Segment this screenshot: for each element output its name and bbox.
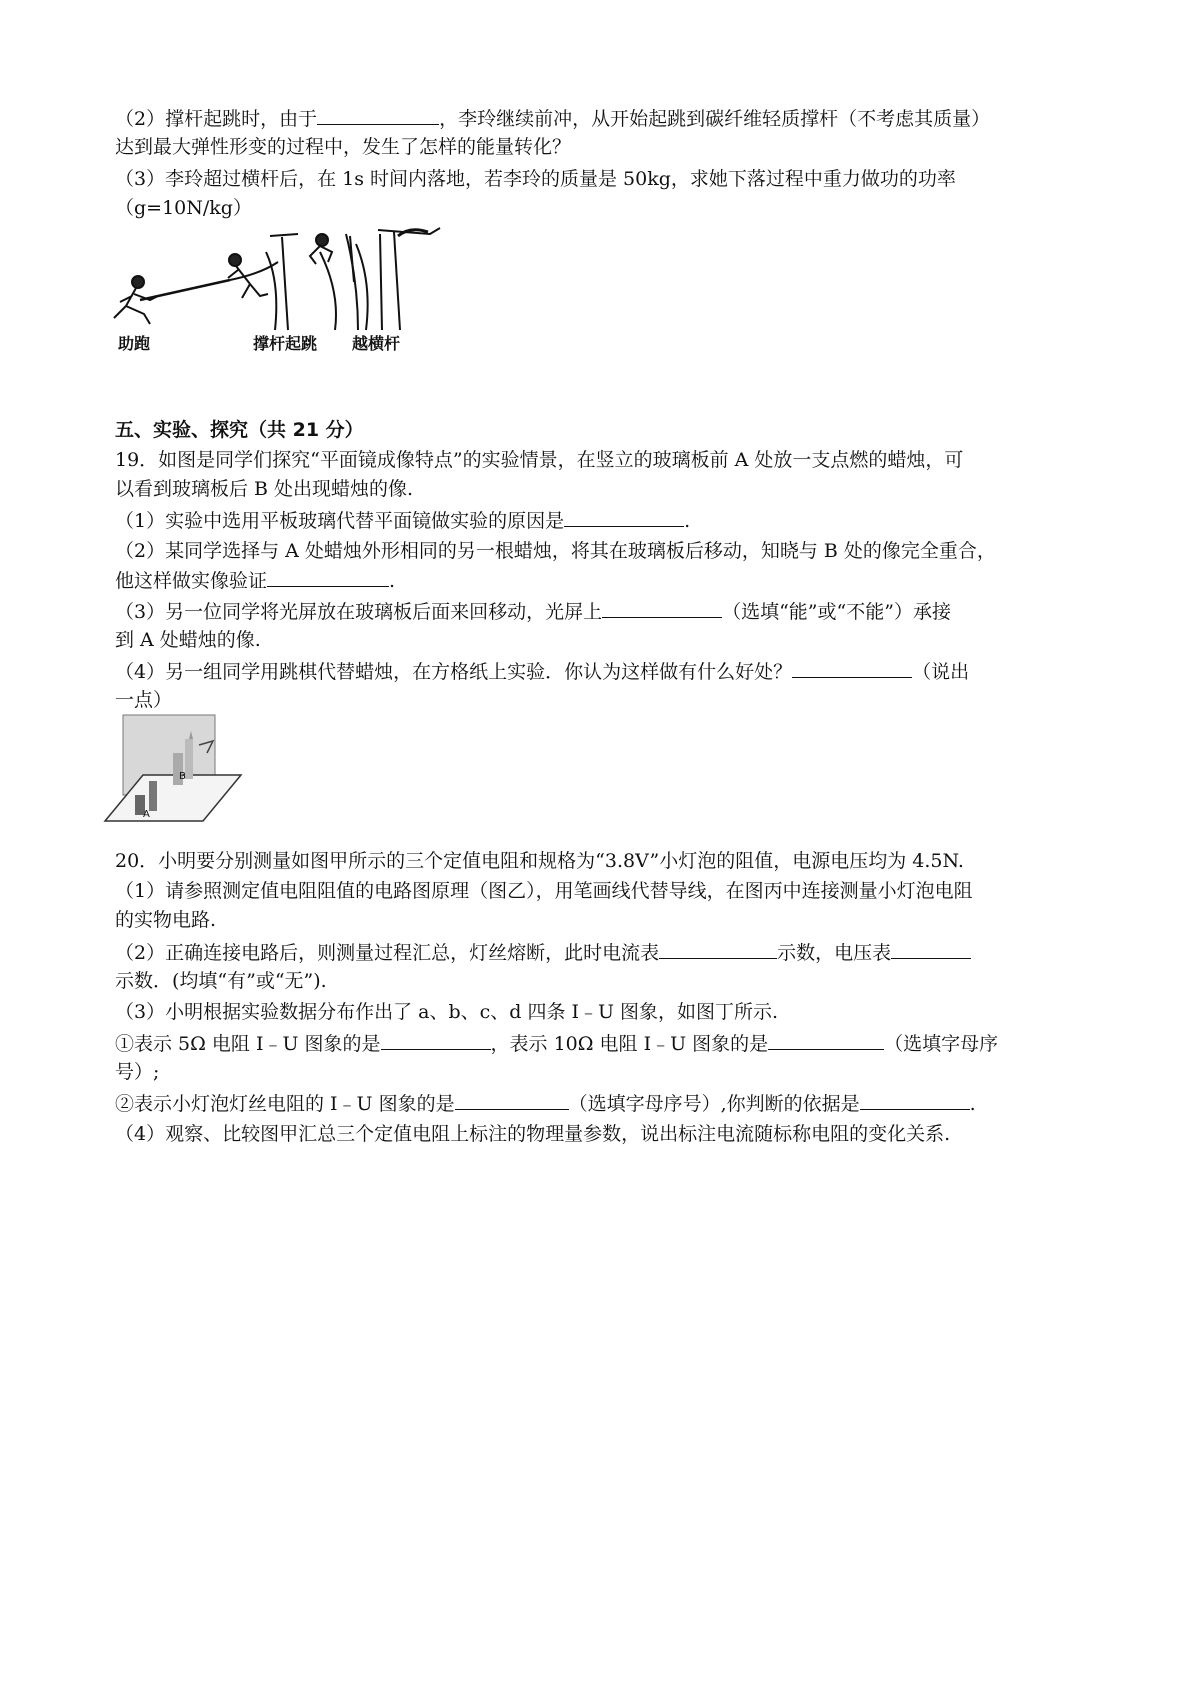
text: （2）正确连接电路后，则测量过程汇总，灯丝熔断，此时电流表 [115,942,660,964]
q18-part3-line1: （3）李玲超过横杆后，在 1s 时间内落地，若李玲的质量是 50kg，求她下落过程中重力做功的功率 [115,168,956,190]
figure-label-runup: 助跑 [118,334,151,353]
q19-part3-line1 [115,597,951,626]
text: ①表示 5Ω 电阻 I﹣U 图象的是 [115,1033,381,1055]
answer-blank[interactable] [792,657,912,678]
answer-blank[interactable] [602,597,722,618]
runner-head [132,276,144,288]
text: 他这样做实像验证 [115,570,268,592]
text: （说出 [912,661,970,683]
text: （1）实验中选用平板玻璃代替平面镜做实验的原因是 [115,510,565,532]
answer-blank[interactable] [381,1029,491,1050]
answer-blank[interactable] [267,566,389,587]
q20-sub1-line1 [115,1029,998,1058]
mirror-experiment-figure [103,713,243,825]
q19-part2-line2 [115,566,395,595]
q20-part3: （3）小明根据实验数据分布作出了 a、b、c、d 四条 I﹣U 图象，如图丁所示. [115,1001,779,1023]
q18-part3-line2: （g=10N/kg） [115,197,252,219]
text: （选填字母序 [884,1033,999,1055]
text: . [969,1093,976,1115]
q20-part1-line1: （1）请参照测定值电阻阻值的电路图原理（图乙），用笔画线代替导线，在图丙中连接测量小灯泡电阻 [115,880,973,902]
text: （选填字母序号）,你判断的依据是 [568,1093,860,1115]
q20-part1-line2: 的实物电路. [115,909,217,931]
run-pole [140,280,230,300]
q19-intro-line2: 以看到玻璃板后 B 处出现蜡烛的像. [115,478,414,500]
answer-blank[interactable] [455,1089,569,1110]
text: ②表示小灯泡灯丝电阻的 I﹣U 图象的是 [115,1093,455,1115]
q19-part3-line2: 到 A 处蜡烛的像. [115,629,261,651]
q20-part4: （4）观察、比较图甲汇总三个定值电阻上标注的物理量参数，说出标注电流随标称电阻的变化关系. [115,1123,951,1145]
label-a: A [143,809,150,820]
answer-blank[interactable] [317,104,439,125]
q19-part4-line1 [115,657,969,686]
q18-part2-line2: 达到最大弹性形变的过程中，发生了怎样的能量转化？ [115,136,572,158]
text: . [389,570,396,592]
text: . [684,510,691,532]
answer-blank[interactable] [564,506,684,527]
q20-part2-line2: 示数．(均填“有”或“无”). [115,970,327,992]
pole-2 [282,237,288,330]
q19-intro-line1: 19．如图是同学们探究“平面镜成像特点”的实验情景，在竖立的玻璃板前 A 处放一支点燃的蜡烛，可 [115,449,964,471]
text: （2）撑杆起跳时，由于 [115,108,318,130]
q20-sub2 [115,1089,976,1118]
text: （3）另一位同学将光屏放在玻璃板后面来回移动，光屏上 [115,601,603,623]
figure-label-takeoff: 撑杆起跳 [253,334,318,353]
text: （4）另一组同学用跳棋代替蜡烛，在方格纸上实验．你认为这样做有什么好处？ [115,661,793,683]
q20-sub1-line2: 号）; [115,1061,160,1083]
text: ，李玲继续前冲，从开始起跳到碳纤维轻质撑杆（不考虑其质量） [439,108,991,130]
section-title: 五、实验、探究（共 21 分） [115,419,364,441]
text: ，表示 10Ω 电阻 I﹣U 图象的是 [490,1033,769,1055]
answer-blank[interactable] [891,938,971,959]
q19-part4-line2: 一点） [115,689,173,711]
answer-blank[interactable] [768,1029,884,1050]
runner-body [114,288,158,324]
q18-part2-line1 [115,104,990,133]
q20-part2-line1 [115,938,971,967]
text: 示数，电压表 [777,942,892,964]
answer-blank[interactable] [860,1089,970,1110]
label-b: B [179,771,186,782]
figure-label-clear-bar: 越横杆 [352,334,401,353]
answer-blank[interactable] [659,938,777,959]
q20-intro: 20．小明要分别测量如图甲所示的三个定值电阻和规格为“3.8V”小灯泡的阻值，电源电压均为 4.5N. [115,850,964,872]
q19-part1 [115,506,690,535]
text: （选填“能”或“不能”）承接 [722,601,951,623]
q19-part2-line1: （2）某同学选择与 A 处蜡烛外形相同的另一根蜡烛，将其在玻璃板后移动，知晓与 B 处的像完全重合， [115,540,996,562]
pole-vault-figure [110,222,470,340]
